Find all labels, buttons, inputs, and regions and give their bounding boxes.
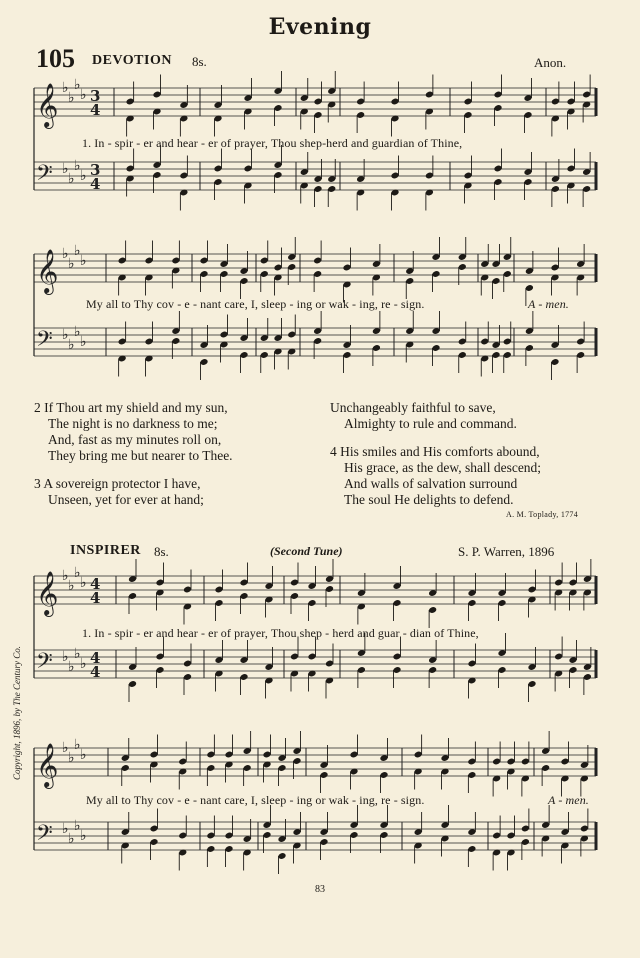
verses-right <box>330 400 541 508</box>
verses-left <box>34 400 233 508</box>
time-signature: 4 <box>90 101 101 119</box>
verse-line: And walls of salvation surround <box>344 476 518 491</box>
amen-label: A - men. <box>528 297 569 311</box>
meter: 8s. <box>154 544 169 559</box>
flat-icon: ♭ <box>62 161 69 177</box>
attribution: A. M. Toplady, 1774 <box>506 510 579 519</box>
flat-icon: ♭ <box>80 87 87 103</box>
second-tune-label: (Second Tune) <box>270 544 343 558</box>
flat-icon: ♭ <box>62 740 69 756</box>
treble-clef-icon: 𝄞 <box>36 83 59 127</box>
tune-name: DEVOTION <box>92 53 172 68</box>
flat-icon: ♭ <box>80 253 87 269</box>
verse-line: Almighty to rule and command. <box>344 416 517 431</box>
treble-clef-icon: 𝄞 <box>36 571 59 615</box>
flat-icon: ♭ <box>68 337 75 353</box>
lyrics-line: 1. In - spir - er and hear - er of prayer, Thou shep-herd and guardian of Thine, <box>82 136 463 150</box>
verse-line: 3 A sovereign protector I have, <box>34 476 201 491</box>
composer: S. P. Warren, 1896 <box>458 544 555 559</box>
flat-icon: ♭ <box>74 324 81 340</box>
verse-line: 2 If Thou art my shield and my sun, <box>34 400 228 415</box>
lyrics-line: My all to Thy cov - e - nant care, I, sleep - ing or wak - ing, re - sign. <box>86 793 425 807</box>
tune-name: INSPIRER <box>70 543 141 558</box>
time-signature: 4 <box>90 589 101 607</box>
time-signature: 4 <box>90 663 101 681</box>
bass-clef-icon: 𝄢 <box>36 161 53 191</box>
flat-icon: ♭ <box>62 821 69 837</box>
page-number: 83 <box>315 884 325 895</box>
flat-icon: ♭ <box>80 575 87 591</box>
time-signature: 3 <box>90 87 101 105</box>
flat-icon: ♭ <box>62 327 69 343</box>
flat-icon: ♭ <box>68 578 75 594</box>
flat-icon: ♭ <box>74 818 81 834</box>
bass-clef-icon: 𝄢 <box>36 327 53 357</box>
verse-line: And, fast as my minutes roll on, <box>48 432 222 447</box>
copyright-notice: Copyright, 1896, by The Century Co. <box>12 646 22 780</box>
flat-icon: ♭ <box>80 656 87 672</box>
hymn-number: 105 <box>36 44 75 73</box>
bass-clef-icon: 𝄢 <box>36 821 53 851</box>
flat-icon: ♭ <box>68 171 75 187</box>
time-signature: 4 <box>90 649 101 667</box>
flat-icon: ♭ <box>62 80 69 96</box>
flat-icon: ♭ <box>80 747 87 763</box>
flat-icon: ♭ <box>80 828 87 844</box>
verse-line: The soul He delights to defend. <box>344 492 514 507</box>
flat-icon: ♭ <box>62 649 69 665</box>
flat-icon: ♭ <box>68 831 75 847</box>
bass-clef-icon: 𝄢 <box>36 649 53 679</box>
time-signature: 3 <box>90 161 101 179</box>
lyrics-line: 1. In - spir - er and hear - er of prayer, Thou shep - herd and guar - dian of Thine, <box>82 626 479 640</box>
flat-icon: ♭ <box>74 158 81 174</box>
time-signature: 4 <box>90 575 101 593</box>
flat-icon: ♭ <box>68 750 75 766</box>
verse-line: The night is no darkness to me; <box>48 416 218 431</box>
flat-icon: ♭ <box>68 256 75 272</box>
flat-icon: ♭ <box>80 334 87 350</box>
flat-icon: ♭ <box>68 659 75 675</box>
verse-line: 4 His smiles and His comforts abound, <box>330 444 540 459</box>
verse-line: They bring me but nearer to Thee. <box>48 448 233 463</box>
flat-icon: ♭ <box>74 77 81 93</box>
flat-icon: ♭ <box>62 568 69 584</box>
meter: 8s. <box>192 54 207 69</box>
lyrics-line: My all to Thy cov - e - nant care, I, sleep - ing or wak - ing, re - sign. <box>86 297 425 311</box>
flat-icon: ♭ <box>68 90 75 106</box>
verse-line: His grace, as the dew, shall descend; <box>344 460 542 475</box>
flat-icon: ♭ <box>74 565 81 581</box>
treble-clef-icon: 𝄞 <box>36 743 59 787</box>
author: Anon. <box>534 55 567 70</box>
flat-icon: ♭ <box>62 246 69 262</box>
verse-line: Unseen, yet for ever at hand; <box>48 492 204 507</box>
treble-clef-icon: 𝄞 <box>36 249 59 293</box>
section-title: Evening <box>268 14 372 40</box>
flat-icon: ♭ <box>74 737 81 753</box>
verse-line: Unchangeably faithful to save, <box>330 400 496 415</box>
time-signature: 4 <box>90 175 101 193</box>
flat-icon: ♭ <box>80 168 87 184</box>
amen-label: A - men. <box>548 793 589 807</box>
flat-icon: ♭ <box>74 646 81 662</box>
flat-icon: ♭ <box>74 243 81 259</box>
